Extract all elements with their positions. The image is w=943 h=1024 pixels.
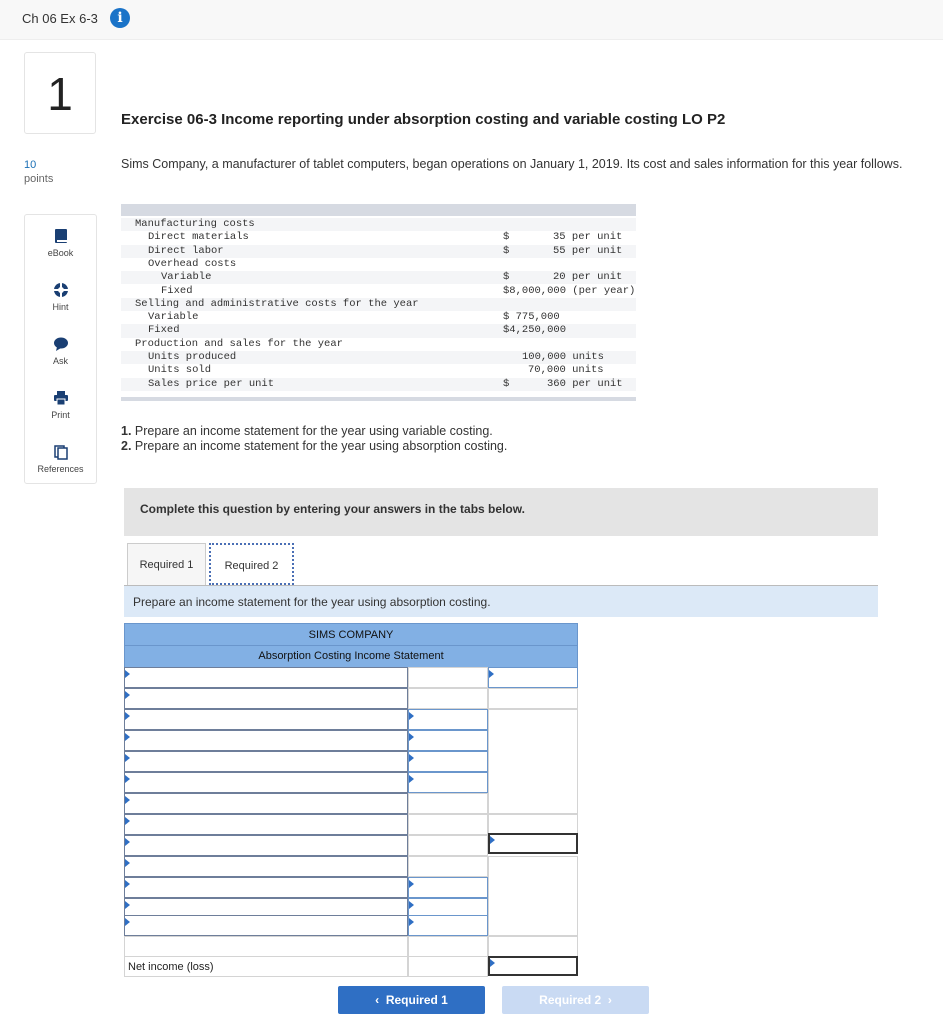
top-bar — [0, 0, 943, 40]
label-input[interactable] — [124, 772, 408, 793]
chevron-right-icon: › — [607, 993, 612, 1007]
tool-sidebar — [24, 214, 97, 484]
next-tab-button[interactable] — [502, 986, 649, 1014]
ask-icon — [53, 336, 69, 352]
assignment-title: Ch 06 Ex 6-3 — [22, 11, 98, 26]
blank-cell — [124, 936, 408, 957]
amount-input[interactable] — [488, 833, 578, 854]
table-row: Manufacturing costs — [121, 218, 636, 231]
input-flag-icon — [409, 918, 414, 926]
blank-cell — [408, 667, 488, 688]
input-flag-icon — [409, 775, 414, 783]
sidebar-item-label: Print — [51, 410, 70, 420]
input-flag-icon — [409, 880, 414, 888]
amount-input[interactable] — [488, 667, 578, 688]
amount-input[interactable] — [408, 751, 488, 772]
dropdown-flag-icon — [125, 901, 130, 909]
table-row: Direct labor $ 55 per unit — [121, 245, 636, 258]
sidebar-item-label: eBook — [47, 248, 74, 258]
instructions — [121, 424, 507, 454]
table-row: Overhead costs — [148, 257, 237, 270]
points-value: 10 — [24, 159, 37, 171]
label-input[interactable] — [124, 709, 408, 730]
dropdown-flag-icon — [125, 691, 130, 699]
blank-cell — [408, 835, 488, 856]
label-input[interactable] — [124, 835, 408, 856]
table-row: Sales price per unit $ 360 per unit — [121, 378, 636, 391]
dropdown-flag-icon — [125, 712, 130, 720]
sidebar-item-print[interactable] — [25, 379, 96, 433]
amount-input[interactable] — [408, 915, 488, 936]
input-flag-icon — [409, 901, 414, 909]
blank-cell — [488, 814, 578, 835]
blank-cell — [408, 956, 488, 977]
blank-cell — [488, 688, 578, 709]
statement-title: Absorption Costing Income Statement — [258, 650, 444, 662]
input-flag-icon — [409, 733, 414, 741]
net-income-label: Net income (loss) — [128, 961, 214, 973]
instruction-1: 1. Prepare an income statement for the year using variable costing. — [121, 424, 493, 438]
input-flag-icon — [490, 836, 495, 844]
instruction-2: 2. Prepare an income statement for the year using absorption costing. — [121, 439, 508, 453]
table-row: Units sold 70,000 units — [148, 364, 604, 377]
table-row: Production and sales for the year — [135, 337, 343, 350]
label-input[interactable] — [124, 730, 408, 751]
sidebar-item-label: References — [37, 464, 84, 474]
points-text: points — [24, 173, 54, 185]
net-income-input[interactable] — [488, 956, 578, 976]
exercise-intro: Sims Company, a manufacturer of tablet computers, began operations on January 1, 2019. Its cost and sales information for this year follows. — [121, 157, 903, 171]
amount-input[interactable] — [408, 709, 488, 730]
amount-input[interactable] — [408, 877, 488, 898]
tab-prompt: Prepare an income statement for the year using absorption costing. — [124, 586, 878, 617]
dropdown-flag-icon — [125, 880, 130, 888]
table-row: Direct materials $ 35 per unit — [148, 231, 623, 244]
label-input[interactable] — [124, 856, 408, 877]
complete-banner: Complete this question by entering your answers in the tabs below. — [124, 488, 878, 536]
table-row: Fixed $8,000,000 (per year) — [161, 284, 636, 297]
label-input[interactable] — [124, 751, 408, 772]
blank-cell — [488, 936, 578, 957]
table-row: Selling and administrative costs for the year — [121, 298, 636, 311]
tab-required-2[interactable]: Required 2 — [209, 543, 294, 585]
prev-tab-button[interactable] — [338, 986, 485, 1014]
label-input[interactable] — [124, 793, 408, 814]
next-tab-label: Required 2 — [539, 993, 602, 1007]
sidebar-item-ebook[interactable] — [25, 217, 96, 271]
dropdown-flag-icon — [125, 838, 130, 846]
table-row: Variable $ 775,000 — [148, 311, 560, 324]
input-flag-icon — [409, 712, 414, 720]
company-name: SIMS COMPANY — [125, 624, 577, 646]
book-icon — [53, 228, 69, 244]
input-flag-icon — [409, 754, 414, 762]
sidebar-item-references[interactable] — [25, 433, 96, 487]
sidebar-item-hint[interactable] — [25, 271, 96, 325]
dropdown-flag-icon — [125, 670, 130, 678]
table-row: Units produced 100,000 units — [121, 351, 636, 364]
dropdown-flag-icon — [125, 733, 130, 741]
amount-input[interactable] — [408, 730, 488, 751]
cost-data-table — [121, 204, 636, 401]
points-label — [24, 158, 53, 186]
prev-tab-label: Required 1 — [385, 993, 448, 1007]
label-input[interactable] — [124, 814, 408, 835]
exercise-heading: Exercise 06-3 Income reporting under absorption costing and variable costing LO P2 — [121, 111, 726, 128]
statement-header — [124, 623, 578, 668]
table-row: Variable $ 20 per unit — [121, 271, 636, 284]
label-input[interactable] — [124, 915, 408, 936]
blank-cell — [488, 856, 578, 936]
info-icon[interactable]: i — [110, 8, 130, 28]
net-income-label-cell — [124, 956, 408, 977]
blank-cell — [408, 793, 488, 814]
dropdown-flag-icon — [125, 796, 130, 804]
blank-cell — [408, 936, 488, 957]
references-icon — [53, 444, 69, 460]
dropdown-flag-icon — [125, 859, 130, 867]
table-row: Fixed $4,250,000 — [121, 324, 636, 337]
dropdown-flag-icon — [125, 754, 130, 762]
tab-required-1[interactable]: Required 1 — [127, 543, 206, 585]
dropdown-flag-icon — [125, 918, 130, 926]
sidebar-item-label: Hint — [52, 302, 69, 312]
input-flag-icon — [490, 959, 495, 967]
blank-cell — [408, 856, 488, 877]
label-input[interactable] — [124, 688, 408, 709]
dropdown-flag-icon — [125, 775, 130, 783]
print-icon — [53, 390, 69, 406]
question-number: 1 — [24, 52, 96, 134]
dropdown-flag-icon — [125, 817, 130, 825]
chevron-left-icon: ‹ — [375, 993, 380, 1007]
sidebar-item-ask[interactable] — [25, 325, 96, 379]
amount-input[interactable] — [408, 772, 488, 793]
hint-icon — [53, 282, 69, 298]
input-flag-icon — [489, 670, 494, 678]
blank-cell — [408, 688, 488, 709]
label-input[interactable] — [124, 667, 408, 688]
blank-cell — [488, 709, 578, 814]
blank-cell — [408, 814, 488, 835]
label-input[interactable] — [124, 877, 408, 898]
sidebar-item-label: Ask — [52, 356, 68, 366]
